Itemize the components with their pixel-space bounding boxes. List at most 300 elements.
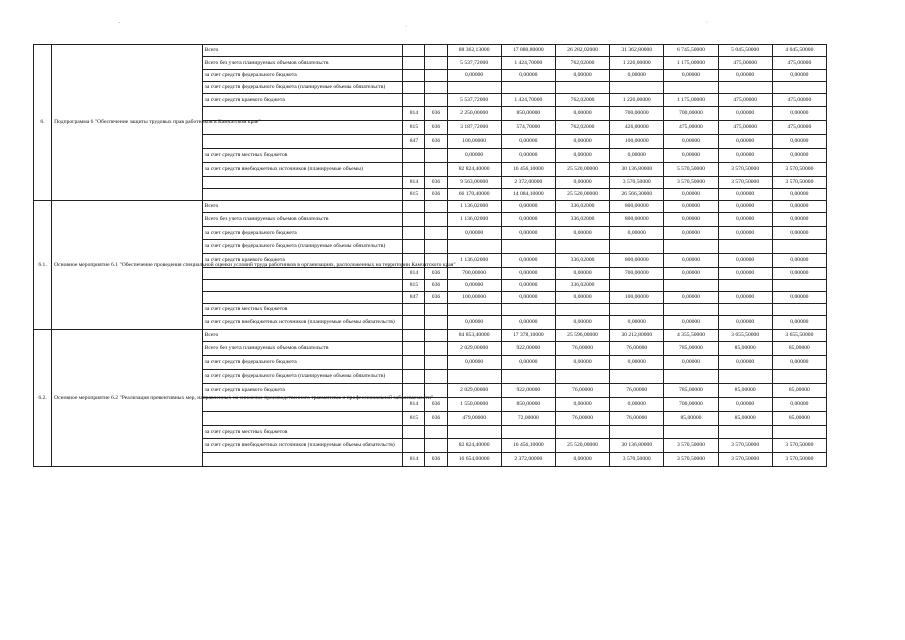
amount-cell: 5 570,50000: [664, 163, 718, 177]
amount-cell: 0,00000: [772, 254, 826, 268]
amount-cell: 0,00000: [718, 227, 772, 240]
amount-cell: 0,00000: [718, 398, 772, 412]
funding-source: за счет средств краевого бюджета: [202, 384, 403, 398]
funding-source: [202, 177, 403, 189]
amount-cell: 475,00000: [772, 121, 826, 135]
funding-source: за счет средств внебюджетных источников (планируемые объемы обязательств): [202, 316, 403, 330]
amount-cell: 0,00000: [664, 189, 718, 201]
program-code: [425, 201, 447, 213]
amount-cell: 3 570,50000: [718, 453, 772, 467]
amount-cell: 30 136,80000: [610, 163, 664, 177]
amount-cell: 1 136,02000: [447, 213, 501, 227]
amount-cell: [664, 280, 718, 292]
program-code: [425, 356, 447, 370]
section-number: 6.: [34, 45, 52, 201]
amount-cell: 0,00000: [772, 135, 826, 149]
amount-cell: [447, 426, 501, 439]
amount-cell: 0,00000: [555, 453, 609, 467]
amount-cell: 0,00000: [555, 268, 609, 280]
amount-cell: 16 456,10000: [501, 163, 555, 177]
amount-cell: 0,00000: [610, 70, 664, 82]
amount-cell: 0,00000: [664, 292, 718, 304]
amount-cell: 0,00000: [501, 227, 555, 240]
program-code: 036: [425, 412, 447, 426]
table-row: [34, 330, 827, 342]
amount-cell: 76,00000: [610, 384, 664, 398]
amount-cell: [718, 280, 772, 292]
grbs-code: [403, 356, 425, 370]
amount-cell: [555, 426, 609, 439]
amount-cell: [447, 240, 501, 254]
amount-cell: 2 372,00000: [501, 177, 555, 189]
amount-cell: 3 570,50000: [664, 439, 718, 453]
amount-cell: [718, 370, 772, 384]
amount-cell: 0,00000: [772, 356, 826, 370]
amount-cell: 0,00000: [501, 213, 555, 227]
amount-cell: 0,00000: [772, 149, 826, 163]
amount-cell: 0,00000: [555, 177, 609, 189]
grbs-code: 847: [403, 292, 425, 304]
scan-dot-left: -: [118, 20, 120, 26]
funding-source: Всего: [202, 201, 403, 213]
amount-cell: 25 520,00000: [555, 163, 609, 177]
amount-cell: 0,00000: [664, 356, 718, 370]
amount-cell: 0,00000: [555, 316, 609, 330]
amount-cell: 0,00000: [501, 149, 555, 163]
amount-cell: [610, 304, 664, 316]
funding-source: [202, 292, 403, 304]
amount-cell: 76,00000: [555, 342, 609, 356]
amount-cell: 85,00000: [772, 342, 826, 356]
amount-cell: 2 029,00000: [447, 384, 501, 398]
program-code: [425, 342, 447, 356]
amount-cell: 0,00000: [447, 316, 501, 330]
amount-cell: 0,00000: [447, 280, 501, 292]
amount-cell: 762,02000: [555, 94, 609, 107]
amount-cell: 1 226,00000: [610, 94, 664, 107]
amount-cell: 0,00000: [447, 70, 501, 82]
amount-cell: 762,02000: [555, 121, 609, 135]
amount-cell: [501, 426, 555, 439]
amount-cell: 0,00000: [772, 70, 826, 82]
amount-cell: 30 136,80000: [610, 439, 664, 453]
amount-cell: [555, 304, 609, 316]
amount-cell: [772, 304, 826, 316]
amount-cell: 2 029,00000: [447, 342, 501, 356]
amount-cell: [664, 240, 718, 254]
amount-cell: [610, 280, 664, 292]
amount-cell: 0,00000: [555, 149, 609, 163]
amount-cell: 16 456,10000: [501, 439, 555, 453]
amount-cell: 0,00000: [610, 316, 664, 330]
amount-cell: 0,00000: [447, 356, 501, 370]
grbs-code: [403, 426, 425, 439]
grbs-code: [403, 439, 425, 453]
funding-source: за счет средств краевого бюджета: [202, 94, 403, 107]
program-code: 036: [425, 268, 447, 280]
amount-cell: 0,00000: [501, 268, 555, 280]
grbs-code: 814: [403, 268, 425, 280]
amount-cell: 6 745,50000: [664, 45, 718, 57]
amount-cell: 14 084,10000: [501, 189, 555, 201]
amount-cell: 76,00000: [555, 412, 609, 426]
amount-cell: 0,00000: [555, 356, 609, 370]
amount-cell: 0,00000: [718, 292, 772, 304]
amount-cell: 17 880,80000: [501, 45, 555, 57]
funding-source: за счет средств федерального бюджета (планируемые объемы обязательств): [202, 370, 403, 384]
amount-cell: 0,00000: [772, 213, 826, 227]
grbs-code: [403, 213, 425, 227]
amount-cell: 0,00000: [501, 201, 555, 213]
program-code: 036: [425, 398, 447, 412]
grbs-code: [403, 45, 425, 57]
amount-cell: 0,00000: [555, 135, 609, 149]
section-title: Основное мероприятие 6.1 "Обеспечение проведения специальной оценки условий труда работников в организациях, расположенных на территории Камчатского края": [52, 201, 203, 330]
program-code: 036: [425, 292, 447, 304]
amount-cell: [718, 240, 772, 254]
amount-cell: 76,00000: [610, 412, 664, 426]
program-code: [425, 316, 447, 330]
funding-source: за счет средств федерального бюджета: [202, 70, 403, 82]
amount-cell: [501, 240, 555, 254]
amount-cell: 3 570,50000: [718, 163, 772, 177]
amount-cell: 479,00000: [447, 412, 501, 426]
funding-source: [202, 189, 403, 201]
budget-table: [33, 44, 827, 467]
funding-source: за счет средств краевого бюджета: [202, 254, 403, 268]
scan-dot-right: ·: [706, 20, 708, 26]
amount-cell: [718, 426, 772, 439]
amount-cell: [664, 304, 718, 316]
funding-source: за счет средств федерального бюджета (планируемые объемы обязательств): [202, 240, 403, 254]
amount-cell: 0,00000: [664, 201, 718, 213]
amount-cell: 3 570,50000: [718, 177, 772, 189]
amount-cell: 475,00000: [718, 94, 772, 107]
amount-cell: 800,00000: [610, 201, 664, 213]
amount-cell: [447, 370, 501, 384]
funding-source: [202, 412, 403, 426]
funding-source: [202, 453, 403, 467]
amount-cell: 0,00000: [772, 292, 826, 304]
amount-cell: 85,00000: [772, 412, 826, 426]
program-code: [425, 439, 447, 453]
section-number: 6.1.: [34, 201, 52, 330]
grbs-code: [403, 330, 425, 342]
program-code: 036: [425, 189, 447, 201]
amount-cell: 0,00000: [555, 227, 609, 240]
program-code: [425, 370, 447, 384]
amount-cell: 0,00000: [718, 189, 772, 201]
amount-cell: 0,00000: [772, 107, 826, 121]
amount-cell: 3 655,50000: [772, 330, 826, 342]
amount-cell: 3 570,50000: [664, 177, 718, 189]
amount-cell: 700,00000: [664, 107, 718, 121]
program-code: [425, 70, 447, 82]
amount-cell: 85,00000: [664, 412, 718, 426]
amount-cell: 0,00000: [772, 189, 826, 201]
amount-cell: [610, 82, 664, 94]
grbs-code: 814: [403, 398, 425, 412]
amount-cell: 85,00000: [772, 384, 826, 398]
amount-cell: 1 175,00000: [664, 57, 718, 70]
amount-cell: 4 355,50000: [664, 330, 718, 342]
amount-cell: 475,00000: [718, 121, 772, 135]
amount-cell: 31 362,80000: [610, 45, 664, 57]
program-code: [425, 426, 447, 439]
amount-cell: 3 655,50000: [718, 330, 772, 342]
section-title: Подпрограмма 6 "Обеспечение защиты трудовых прав работников в Камчатском крае": [52, 45, 203, 201]
funding-source: Всего: [202, 45, 403, 57]
amount-cell: 2 372,00000: [501, 453, 555, 467]
amount-cell: [718, 82, 772, 94]
amount-cell: 1 226,00000: [610, 57, 664, 70]
funding-source: за счет средств внебюджетных источников (планируемые объемы): [202, 163, 403, 177]
amount-cell: [772, 370, 826, 384]
grbs-code: 815: [403, 412, 425, 426]
amount-cell: 85,00000: [718, 412, 772, 426]
amount-cell: [772, 280, 826, 292]
amount-cell: 25 520,00000: [555, 189, 609, 201]
grbs-code: 847: [403, 135, 425, 149]
section-number: 6.2.: [34, 330, 52, 467]
grbs-code: [403, 163, 425, 177]
grbs-code: [403, 201, 425, 213]
amount-cell: 30 212,80000: [610, 330, 664, 342]
amount-cell: [772, 426, 826, 439]
amount-cell: 25 520,00000: [555, 439, 609, 453]
amount-cell: [501, 82, 555, 94]
funding-source: Всего без учета планируемых объемов обязательств: [202, 213, 403, 227]
funding-source: [202, 280, 403, 292]
amount-cell: 0,00000: [718, 213, 772, 227]
amount-cell: 76,00000: [610, 342, 664, 356]
amount-cell: 85,00000: [718, 342, 772, 356]
funding-source: за счет средств местных бюджетов: [202, 149, 403, 163]
amount-cell: 3 570,50000: [772, 177, 826, 189]
amount-cell: 1 175,00000: [664, 94, 718, 107]
amount-cell: 9 563,00000: [447, 177, 501, 189]
amount-cell: [664, 82, 718, 94]
amount-cell: 100,00000: [447, 135, 501, 149]
amount-cell: 336,02000: [555, 201, 609, 213]
program-code: [425, 163, 447, 177]
amount-cell: 0,00000: [718, 201, 772, 213]
program-code: 036: [425, 280, 447, 292]
program-code: [425, 82, 447, 94]
grbs-code: 815: [403, 189, 425, 201]
amount-cell: 426,00000: [610, 121, 664, 135]
amount-cell: 475,00000: [718, 57, 772, 70]
grbs-code: [403, 240, 425, 254]
amount-cell: 0,00000: [447, 227, 501, 240]
amount-cell: 3 570,50000: [772, 439, 826, 453]
program-code: [425, 57, 447, 70]
amount-cell: 0,00000: [718, 254, 772, 268]
amount-cell: 574,70000: [501, 121, 555, 135]
amount-cell: 700,00000: [610, 107, 664, 121]
amount-cell: 82 824,40000: [447, 439, 501, 453]
program-code: [425, 45, 447, 57]
program-code: 036: [425, 177, 447, 189]
amount-cell: 700,00000: [664, 398, 718, 412]
amount-cell: 26 566,30000: [610, 189, 664, 201]
program-code: 036: [425, 135, 447, 149]
amount-cell: 25 596,00000: [555, 330, 609, 342]
grbs-code: [403, 304, 425, 316]
funding-source: за счет средств федерального бюджета: [202, 227, 403, 240]
amount-cell: [772, 240, 826, 254]
amount-cell: 0,00000: [610, 149, 664, 163]
amount-cell: 762,02000: [555, 57, 609, 70]
amount-cell: 4 045,50000: [772, 45, 826, 57]
grbs-code: 815: [403, 121, 425, 135]
amount-cell: 88 362,13000: [447, 45, 501, 57]
amount-cell: 336,02000: [555, 280, 609, 292]
amount-cell: 1 424,70000: [501, 94, 555, 107]
amount-cell: [555, 82, 609, 94]
amount-cell: 0,00000: [718, 107, 772, 121]
amount-cell: 0,00000: [610, 227, 664, 240]
amount-cell: [718, 304, 772, 316]
amount-cell: 76,00000: [555, 384, 609, 398]
grbs-code: [403, 370, 425, 384]
amount-cell: 1 136,02000: [447, 254, 501, 268]
amount-cell: 1 550,00000: [447, 398, 501, 412]
amount-cell: 0,00000: [501, 135, 555, 149]
amount-cell: 0,00000: [718, 356, 772, 370]
amount-cell: 0,00000: [718, 316, 772, 330]
amount-cell: 66 170,40000: [447, 189, 501, 201]
amount-cell: [555, 370, 609, 384]
grbs-code: 814: [403, 107, 425, 121]
amount-cell: 3 570,50000: [664, 453, 718, 467]
amount-cell: 0,00000: [555, 70, 609, 82]
table-row: [34, 201, 827, 213]
grbs-code: [403, 57, 425, 70]
amount-cell: 0,00000: [610, 398, 664, 412]
program-code: [425, 304, 447, 316]
amount-cell: 700,00000: [610, 268, 664, 280]
amount-cell: [610, 240, 664, 254]
funding-source: Всего без учета планируемых объемов обязательств: [202, 342, 403, 356]
amount-cell: 475,00000: [772, 57, 826, 70]
amount-cell: 0,00000: [718, 70, 772, 82]
amount-cell: 0,00000: [718, 135, 772, 149]
program-code: [425, 240, 447, 254]
amount-cell: 0,00000: [718, 268, 772, 280]
amount-cell: 0,00000: [447, 149, 501, 163]
amount-cell: 1 424,70000: [501, 57, 555, 70]
amount-cell: [447, 82, 501, 94]
program-code: [425, 94, 447, 107]
program-code: 036: [425, 121, 447, 135]
amount-cell: 3 570,50000: [772, 163, 826, 177]
amount-cell: 336,02000: [555, 254, 609, 268]
amount-cell: 26 282,02000: [555, 45, 609, 57]
amount-cell: 0,00000: [772, 227, 826, 240]
amount-cell: 0,00000: [772, 268, 826, 280]
amount-cell: 0,00000: [772, 398, 826, 412]
amount-cell: 85,00000: [718, 384, 772, 398]
program-code: [425, 149, 447, 163]
amount-cell: [610, 426, 664, 439]
grbs-code: [403, 94, 425, 107]
amount-cell: 785,00000: [664, 384, 718, 398]
amount-cell: 1 136,02000: [447, 201, 501, 213]
funding-source: [202, 268, 403, 280]
grbs-code: 814: [403, 177, 425, 189]
amount-cell: [501, 370, 555, 384]
table-row: [34, 45, 827, 57]
amount-cell: [555, 240, 609, 254]
amount-cell: [447, 304, 501, 316]
amount-cell: 17 378,10000: [501, 330, 555, 342]
program-code: [425, 227, 447, 240]
grbs-code: [403, 227, 425, 240]
funding-source: Всего без учета планируемых объемов обязательств: [202, 57, 403, 70]
amount-cell: [664, 426, 718, 439]
amount-cell: 5 045,50000: [718, 45, 772, 57]
amount-cell: 100,00000: [610, 135, 664, 149]
amount-cell: 0,00000: [501, 280, 555, 292]
amount-cell: 475,00000: [664, 121, 718, 135]
amount-cell: 0,00000: [664, 268, 718, 280]
amount-cell: [610, 370, 664, 384]
program-code: 036: [425, 107, 447, 121]
amount-cell: 0,00000: [664, 254, 718, 268]
funding-source: за счет средств местных бюджетов: [202, 304, 403, 316]
amount-cell: 3 570,50000: [772, 453, 826, 467]
amount-cell: 5 537,72000: [447, 94, 501, 107]
funding-source: за счет средств местных бюджетов: [202, 426, 403, 439]
amount-cell: 84 853,40000: [447, 330, 501, 342]
amount-cell: 850,00000: [501, 107, 555, 121]
amount-cell: 0,00000: [664, 135, 718, 149]
amount-cell: 3 570,50000: [610, 177, 664, 189]
amount-cell: 16 654,00000: [447, 453, 501, 467]
amount-cell: 3 570,50000: [610, 453, 664, 467]
amount-cell: 72,00000: [501, 412, 555, 426]
amount-cell: 336,02000: [555, 213, 609, 227]
grbs-code: 814: [403, 453, 425, 467]
amount-cell: 82 824,40000: [447, 163, 501, 177]
amount-cell: [664, 370, 718, 384]
amount-cell: 0,00000: [501, 316, 555, 330]
grbs-code: [403, 82, 425, 94]
grbs-code: [403, 70, 425, 82]
program-code: 036: [425, 453, 447, 467]
amount-cell: 0,00000: [664, 227, 718, 240]
amount-cell: 922,00000: [501, 342, 555, 356]
scan-dot-mid: ·: [405, 24, 407, 30]
amount-cell: 0,00000: [610, 356, 664, 370]
funding-source: за счет средств федерального бюджета (планируемые объемы обязательств): [202, 82, 403, 94]
funding-source: Всего: [202, 330, 403, 342]
amount-cell: 0,00000: [501, 254, 555, 268]
funding-source: [202, 135, 403, 149]
amount-cell: 0,00000: [718, 149, 772, 163]
amount-cell: 0,00000: [501, 356, 555, 370]
amount-cell: 0,00000: [664, 316, 718, 330]
grbs-code: [403, 316, 425, 330]
amount-cell: 800,00000: [610, 254, 664, 268]
amount-cell: 5 537,72000: [447, 57, 501, 70]
funding-source: за счет средств федерального бюджета: [202, 356, 403, 370]
amount-cell: 0,00000: [555, 398, 609, 412]
program-code: [425, 213, 447, 227]
amount-cell: 0,00000: [555, 107, 609, 121]
amount-cell: 0,00000: [501, 292, 555, 304]
